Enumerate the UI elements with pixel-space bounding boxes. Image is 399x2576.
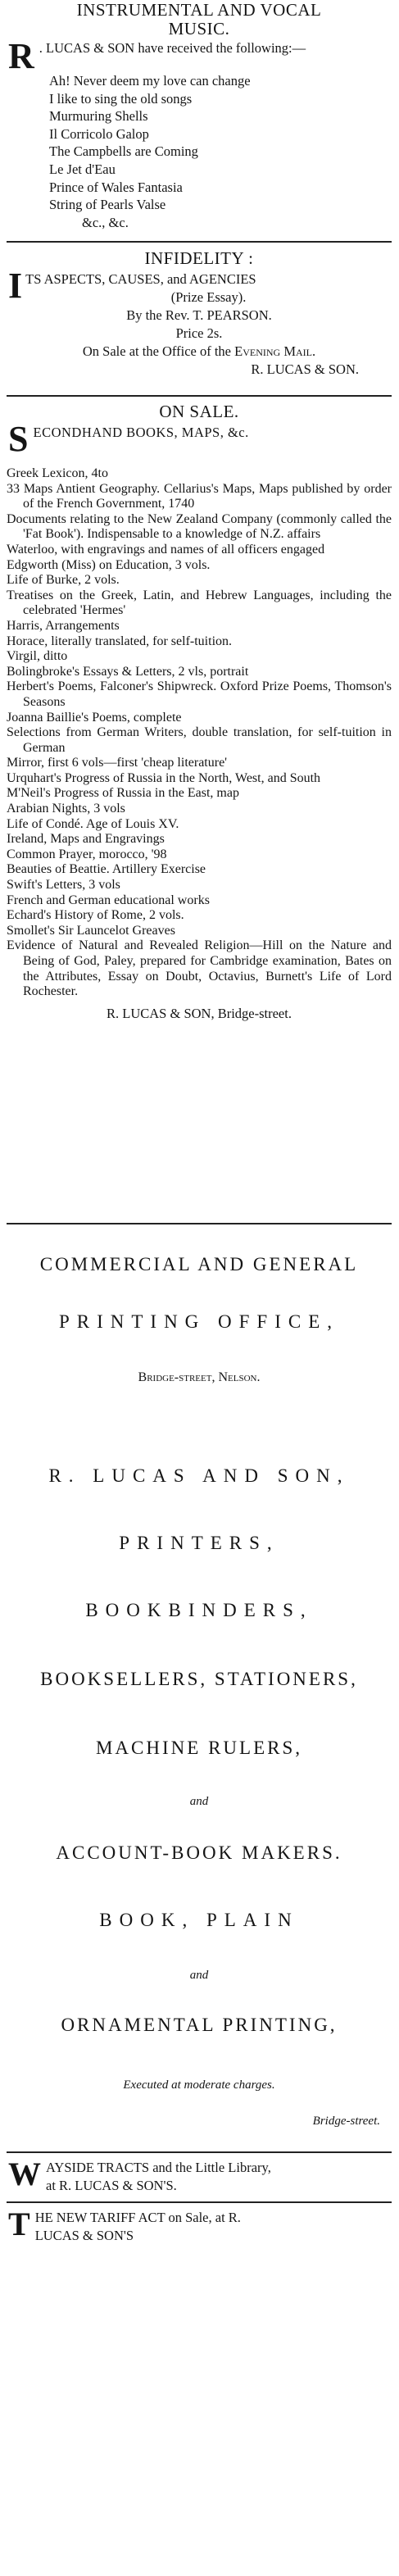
sale-text: On Sale at the Office of the <box>82 343 232 359</box>
on-sale-signature: R. LUCAS & SON, Bridge-street. <box>107 1005 292 1021</box>
infidelity-price: Price 2s. <box>175 325 223 341</box>
music-title: Ah! Never deem my love can change <box>49 73 251 89</box>
music-title: Prince of Wales Fantasia <box>49 179 183 195</box>
infidelity-advertisement <box>7 248 392 379</box>
firm-name: R. LUCAS AND SON, <box>48 1465 350 1486</box>
list-item: Smollet's Sir Launcelot Greaves <box>7 923 175 938</box>
book-plain-line: BOOK, PLAIN <box>99 1910 299 1930</box>
bookbinders-line: BOOKBINDERS, <box>85 1600 313 1620</box>
ornamental-printing-line: ORNAMENTAL PRINTING, <box>61 2015 338 2035</box>
music-heading-line2: MUSIC. <box>168 19 230 39</box>
music-title: Murmuring Shells <box>49 108 148 125</box>
booksellers-line: BOOKSELLERS, STATIONERS, <box>40 1669 358 1689</box>
music-title: Il Corricolo Galop <box>49 125 149 142</box>
divider-rule <box>7 2201 392 2203</box>
list-item: Harris, Arrangements <box>7 618 120 633</box>
and-connector: and <box>189 1969 209 1982</box>
list-item: Virgil, ditto <box>7 649 68 664</box>
machine-rulers-line: MACHINE RULERS, <box>95 1738 302 1758</box>
infidelity-prize: (Prize Essay). <box>170 288 247 305</box>
printing-office-heading: PRINTING OFFICE, <box>58 1311 340 1332</box>
drop-cap-r: R <box>8 36 34 76</box>
wayside-line2: at R. LUCAS & SON'S. <box>46 2177 177 2193</box>
divider-rule <box>7 1223 392 1224</box>
tariff-act-advertisement <box>7 2208 392 2244</box>
music-title: Le Jet d'Eau <box>49 161 116 177</box>
drop-cap-w: W <box>8 2156 41 2192</box>
infidelity-subtitle: TS ASPECTS, CAUSES, and AGENCIES <box>25 271 256 287</box>
list-item: Documents relating to the New Zealand Company (commonly called the 'Fat Book'). Indispensable to a knowledge of N.Z. affairs <box>7 511 392 542</box>
infidelity-sale <box>7 343 392 361</box>
printers-line: PRINTERS, <box>119 1533 279 1553</box>
list-item: 33 Maps Antient Geography. Cellarius's Maps, Maps published by order of the French Government, 1740 <box>7 481 392 511</box>
list-item: Life of Condé. Age of Louis XV. <box>7 816 179 831</box>
infidelity-heading: INFIDELITY : <box>144 248 254 268</box>
sale-paper: Evening Mail. <box>234 343 316 359</box>
list-item: Selections from German Writers, double translation, for self-tuition in German <box>7 725 392 755</box>
list-item: Joanna Baillie's Poems, complete <box>7 710 182 725</box>
list-item: Swift's Letters, 3 vols <box>7 878 120 893</box>
on-sale-heading: ON SALE. <box>159 402 239 421</box>
divider-rule <box>7 395 392 397</box>
and-connector: and <box>189 1795 209 1808</box>
divider-rule <box>7 2151 392 2153</box>
list-item: Arabian Nights, 3 vols <box>7 802 125 816</box>
list-item: Evidence of Natural and Revealed Religion—Hill on the Nature and Being of God, Paley, prepared for Cambridge examination, Bates on the Attributes, Essay on Doubt, Octavius, Burnett's Life of Lord Rochester. <box>7 938 392 999</box>
list-item: Urquhart's Progress of Russia in the North, West, and South <box>7 770 321 785</box>
infidelity-signature: R. LUCAS & SON. <box>251 361 359 377</box>
music-intro-block <box>7 36 392 76</box>
account-book-line: ACCOUNT-BOOK MAKERS. <box>56 1842 342 1863</box>
book-list <box>7 455 392 1000</box>
bridge-street: Bridge-street. <box>312 2115 380 2128</box>
music-heading: INSTRUMENTAL AND VOCAL <box>76 0 322 20</box>
wayside-line1: AYSIDE TRACTS and the Little Library, <box>46 2160 271 2175</box>
printing-office-address: Bridge-street, Nelson. <box>138 1370 261 1384</box>
list-item: Common Prayer, morocco, '98 <box>7 847 167 861</box>
list-item: Horace, literally translated, for self-tuition. <box>7 634 233 648</box>
tariff-line2: LUCAS & SON'S <box>34 2227 134 2243</box>
list-item: M'Neil's Progress of Russia in the East, map <box>7 786 239 801</box>
music-title: &c., &c. <box>82 214 129 230</box>
music-title: I like to sing the old songs <box>49 90 193 107</box>
infidelity-author: By the Rev. T. PEARSON. <box>126 307 272 323</box>
music-intro: . LUCAS & SON have received the following:— <box>39 40 306 56</box>
music-title: String of Pearls Valse <box>49 197 166 213</box>
tariff-line1: HE NEW TARIFF ACT on Sale, at R. <box>34 2210 241 2225</box>
list-item: Mirror, first 6 vols—first 'cheap literature' <box>7 756 228 770</box>
list-item: Treatises on the Greek, Latin, and Hebrew Languages, including the celebrated 'Hermes' <box>7 588 392 618</box>
wayside-tracts-advertisement <box>7 2158 392 2194</box>
divider-rule <box>7 241 392 243</box>
music-titles <box>49 72 392 231</box>
list-item: Life of Burke, 2 vols. <box>7 573 120 588</box>
moderate-charges: Executed at moderate charges. <box>123 2079 275 2092</box>
list-item: Ireland, Maps and Engravings <box>7 832 165 847</box>
music-advertisement <box>7 0 392 231</box>
commercial-heading: COMMERCIAL AND GENERAL <box>39 1254 359 1274</box>
drop-cap-s: S <box>8 419 29 459</box>
on-sale-subtitle-block <box>7 419 392 459</box>
infidelity-subtitle-block <box>7 266 392 307</box>
list-item: Echard's History of Rome, 2 vols. <box>7 908 184 923</box>
on-sale-subtitle: ECONDHAND BOOKS, MAPS, &c. <box>33 425 249 440</box>
drop-cap-i: I <box>8 266 23 306</box>
drop-cap-t: T <box>8 2206 30 2242</box>
list-item: Herbert's Poems, Falconer's Shipwreck. Oxford Prize Poems, Thomson's Seasons <box>7 679 392 709</box>
list-item: Bolingbroke's Essays & Letters, 2 vls, portrait <box>7 664 249 679</box>
list-item: French and German educational works <box>7 893 210 907</box>
list-item: Edgworth (Miss) on Education, 3 vols. <box>7 557 211 572</box>
list-item: Beauties of Beattie. Artillery Exercise <box>7 862 206 877</box>
list-item: Greek Lexicon, 4to <box>7 466 108 480</box>
list-item: Waterloo, with engravings and names of all officers engaged <box>7 542 325 557</box>
music-title: The Campbells are Coming <box>49 143 198 160</box>
on-sale-advertisement <box>7 402 392 1023</box>
